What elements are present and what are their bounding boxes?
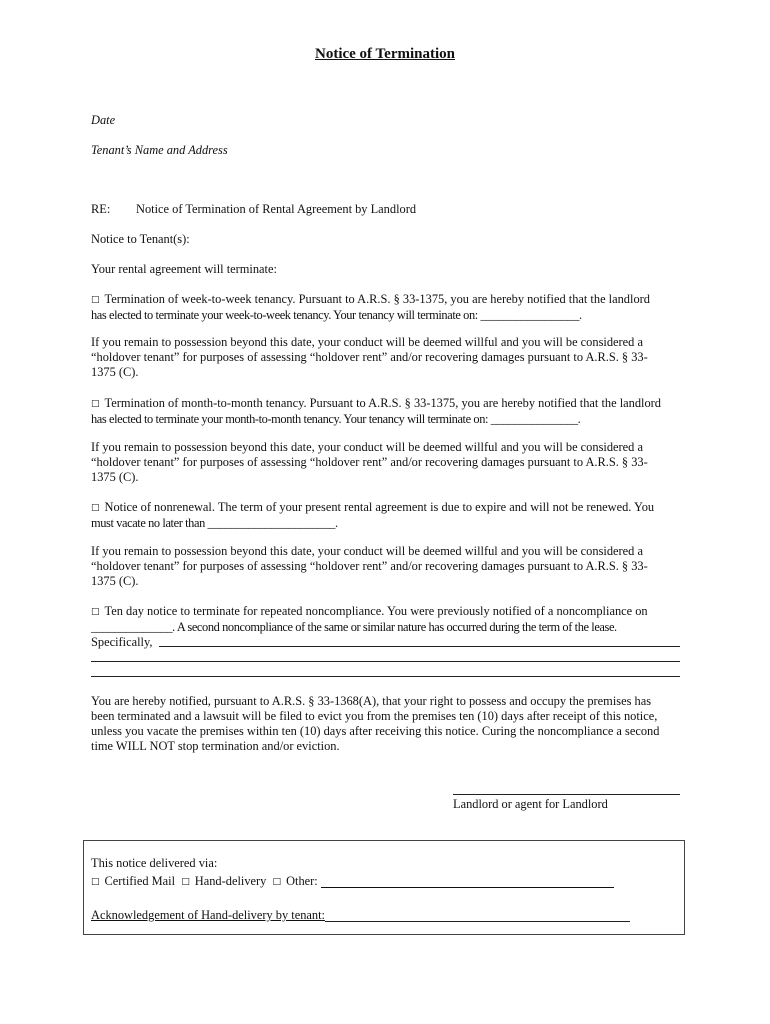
final-notice-paragraph [91,694,687,754]
option1-line2: has elected to terminate your week-to-week tenancy. Your tenancy will terminate on: _________________. [91,308,582,322]
final-line1: You are hereby notified, pursuant to A.R.S. § 33-1368(A), that your right to possess and occupy the premises has [91,694,652,708]
other-input-line[interactable] [321,875,614,888]
option-nonrenewal [91,500,687,531]
re-text: Notice of Termination of Rental Agreement by Landlord [136,202,417,216]
checkbox-hand-delivery[interactable]: □ [181,877,190,887]
final-line3: unless you vacate the premises within ten (10) days after receiving this notice. Curing the noncompliance a second [91,724,660,738]
final-line2: been terminated and a lawsuit will be filed to evict you from the premises ten (10) days after receipt of this notice, [91,709,658,723]
option3-line2: must vacate no later than ______________________. [91,516,338,530]
holdover1-line1: If you remain to possession beyond this date, your conduct will be deemed willful and you will be considered a [91,335,643,349]
option2-line2: has elected to terminate your month-to-month tenancy. Your tenancy will terminate on: _______________. [91,412,581,426]
holdover2-line1: If you remain to possession beyond this date, your conduct will be deemed willful and you will be considered a [91,440,643,454]
option2-line1: Termination of month-to-month tenancy. Pursuant to A.R.S. § 33-1375, you are hereby notified that the landlord [104,396,662,410]
holdover2-line2: “holdover tenant” for purposes of assessing “holdover rent” and/or recovering damages pursuant to A.R.S. § 33- [91,455,648,469]
option4-line2: ______________. A second noncompliance of the same or similar nature has occurred during the term of the lease. [91,620,617,634]
holdover3-line3: 1375 (C). [91,574,139,588]
option-noncompliance [91,604,687,650]
signature-line[interactable] [453,794,680,795]
delivery-box [83,840,685,935]
checkbox-certified-mail[interactable]: □ [91,877,100,887]
checkbox-nonrenewal[interactable]: □ [91,503,100,513]
re-label: RE: [91,202,111,216]
checkbox-noncompliance[interactable]: □ [91,607,100,617]
holdover-paragraph-1 [91,335,687,380]
other-label: Other: [286,874,318,888]
checkbox-other[interactable]: □ [272,877,282,887]
signature-label: Landlord or agent for Landlord [453,797,608,811]
document-title: Notice of Termination [315,46,455,62]
hand-delivery-label: Hand-delivery [194,874,267,888]
option-month-to-month [91,396,687,427]
holdover1-line2: “holdover tenant” for purposes of assessing “holdover rent” and/or recovering damages pursuant to A.R.S. § 33- [91,350,648,364]
option-week-to-week [91,292,687,323]
tenant-label: Tenant’s Name and Address [91,143,228,157]
option4-line1: Ten day notice to terminate for repeated noncompliance. You were previously notified of a noncompliance on [104,604,648,618]
holdover2-line3: 1375 (C). [91,470,139,484]
re-line [91,202,687,217]
specifically-line-1[interactable] [159,646,680,647]
delivery-heading: This notice delivered via: [91,856,218,870]
checkbox-week-to-week[interactable]: □ [91,295,100,305]
holdover-paragraph-2 [91,440,687,485]
date-label: Date [91,113,116,127]
specifically-line-2[interactable] [91,661,680,662]
holdover3-line2: “holdover tenant” for purposes of assessing “holdover rent” and/or recovering damages pursuant to A.R.S. § 33- [91,559,648,573]
notice-to-label: Notice to Tenant(s): [91,232,190,246]
option4-line3: Specifically, [91,635,153,649]
checkbox-month-to-month[interactable]: □ [91,399,100,409]
holdover3-line1: If you remain to possession beyond this date, your conduct will be deemed willful and you will be considered a [91,544,643,558]
intro-text: Your rental agreement will terminate: [91,262,277,276]
certified-mail-label: Certified Mail [104,874,176,888]
holdover1-line3: 1375 (C). [91,365,139,379]
delivery-options [91,874,614,889]
acknowledgement-row [91,908,630,923]
holdover-paragraph-3 [91,544,687,589]
option1-line1: Termination of week-to-week tenancy. Pursuant to A.R.S. § 33-1375, you are hereby notified that the landlord [104,292,650,306]
acknowledgement-label: Acknowledgement of Hand-delivery by tenant: [91,908,325,922]
acknowledgement-signature-line[interactable] [325,909,630,922]
option3-line1: Notice of nonrenewal. The term of your present rental agreement is due to expire and will not be renewed. You [104,500,655,514]
final-line4: time WILL NOT stop termination and/or eviction. [91,739,340,753]
specifically-line-3[interactable] [91,676,680,677]
